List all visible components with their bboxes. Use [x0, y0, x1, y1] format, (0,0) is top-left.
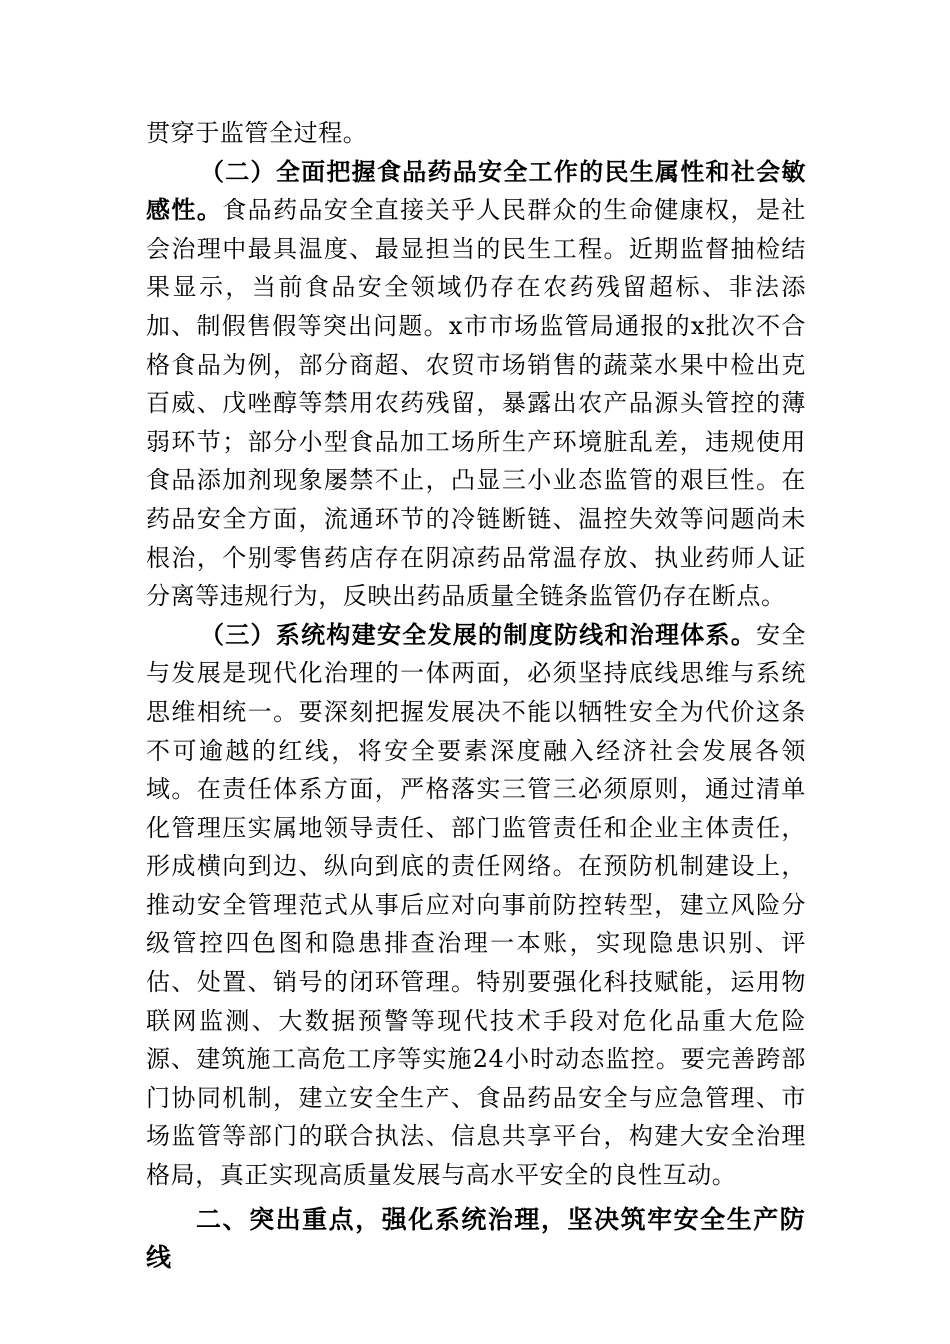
- paragraph-body-3: 安全与发展是现代化治理的一体两面，必须坚持底线思维与系统思维相统一。要深刻把握发展决不能以牺牲安全为代价这条不可逾越的红线，将安全要素深度融入经济社会发展各领域。在责任体系方面，严格落实三管三必须原则，通过清单化管理压实属地领导责任、部门监管责任和企业主体责任，形成横向到边、纵向到底的责任网络。在预防机制建设上，推动安全管理范式从事后应对向事前防控转型，建立风险分级管控四色图和隐患排查治理一本账，实现隐患识别、评估、处置、销号的闭环管理。特别要强化科技赋能，运用物联网监测、大数据预警等现代技术手段对危化品重大危险源、建筑施工高危工序等实施24小时动态监控。要完善跨部门协同机制，建立安全生产、食品药品安全与应急管理、市场监管等部门的联合执法、信息共享平台，构建大安全治理格局，真正实现高质量发展与高水平安全的良性互动。: [146, 620, 807, 1190]
- paragraph-food-drug-safety: [146, 153, 806, 616]
- document-body: [146, 114, 806, 1278]
- paragraph-continuation: [146, 114, 806, 153]
- section-heading: 二、突出重点，强化系统治理，坚决筑牢安全生产防线: [146, 1204, 806, 1273]
- paragraph-lead-2: （二）全面把握食品药品安全工作的民生属性和社会敏感性。: [146, 157, 806, 225]
- paragraph-lead-3: （三）系统构建安全发展的制度防线和治理体系。: [200, 620, 757, 649]
- paragraph-body-2: 食品药品安全直接关乎人民群众的生命健康权，是社会治理中最具温度、最显担当的民生工程。近期监督抽检结果显示，当前食品安全领域仍存在农药残留超标、非法添加、制假售假等突出问题。x市市场监管局通报的x批次不合格食品为例，部分商超、农贸市场销售的蔬菜水果中检出克百威、戊唑醇等禁用农药残留，暴露出农产品源头管控的薄弱环节；部分小型食品加工场所生产环境脏乱差，违规使用食品添加剂现象屡禁不止，凸显三小业态监管的艰巨性。在药品安全方面，流通环节的冷链断链、温控失效等问题尚未根治，个别零售药店存在阴凉药品常温存放、执业药师人证分离等违规行为，反映出药品质量全链条监管仍存在断点。: [146, 196, 806, 611]
- continuation-text: 贯穿于监管全过程。: [146, 119, 368, 147]
- paragraph-institutional-defense: [146, 616, 806, 1195]
